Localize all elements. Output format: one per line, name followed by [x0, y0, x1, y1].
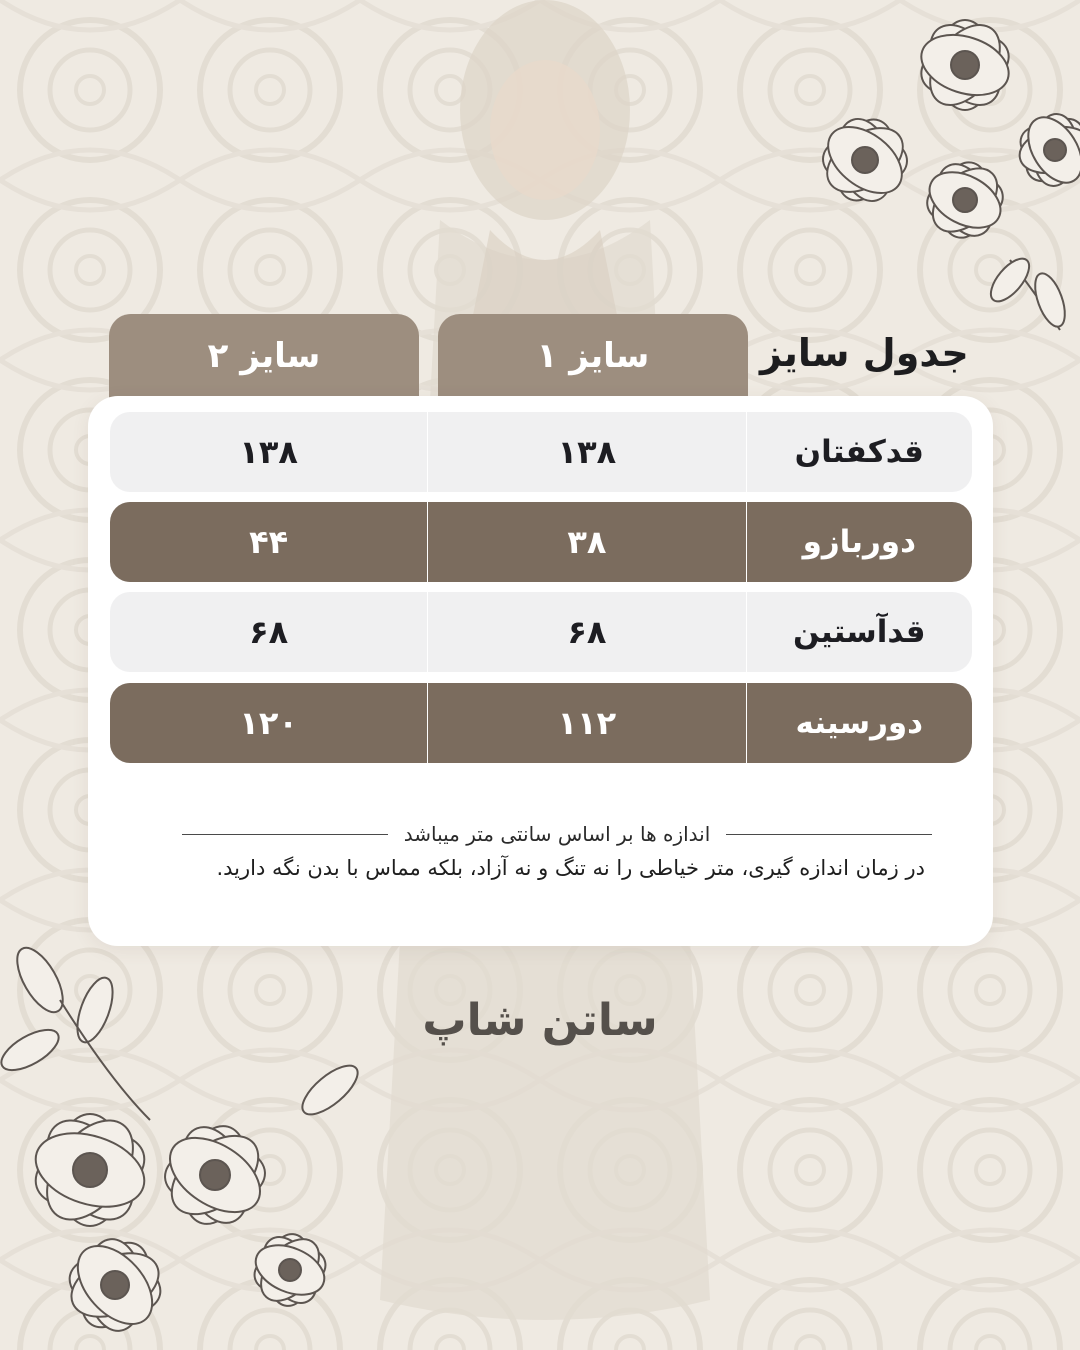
size-1-value: ۱۳۸: [557, 433, 617, 471]
size-2-value: ۴۴: [249, 523, 289, 561]
unit-note-text: اندازه ها بر اساس سانتی متر میباشد: [403, 822, 711, 846]
row-label: دوربازو: [802, 524, 916, 560]
flower-decoration-bottom-left: [0, 940, 390, 1350]
flower-decoration-top-right: [780, 0, 1080, 340]
unit-note: [182, 816, 932, 852]
divider: [182, 834, 388, 835]
table-row: [110, 592, 972, 672]
size-1-value: ۳۸: [567, 523, 607, 561]
size-2-value: ۱۳۸: [239, 433, 298, 471]
measurement-instruction: در زمان اندازه گیری، متر خیاطی را نه تنگ و نه آزاد، بلکه مماس با بدن نگه دارید.: [216, 856, 925, 880]
table-row: [110, 502, 972, 582]
size-2-value: ۶۸: [249, 613, 289, 651]
column-header-size-2: سایز ۲: [109, 314, 419, 398]
table-row: [110, 412, 972, 492]
size-2-value: ۱۲۰: [239, 704, 298, 742]
size-1-value: ۱۱۲: [557, 704, 617, 742]
brand-logo: ساتن شاپ: [422, 994, 658, 1046]
size-1-value: ۶۸: [567, 613, 607, 651]
row-label: دورسینه: [795, 705, 924, 741]
row-label: قدآستین: [793, 614, 926, 650]
row-label: قدکفتان: [794, 434, 924, 470]
table-row: [110, 683, 972, 763]
column-header-size-1: سایز ۱: [438, 314, 748, 398]
page-title: جدول سایز: [760, 331, 969, 375]
divider: [726, 834, 932, 835]
